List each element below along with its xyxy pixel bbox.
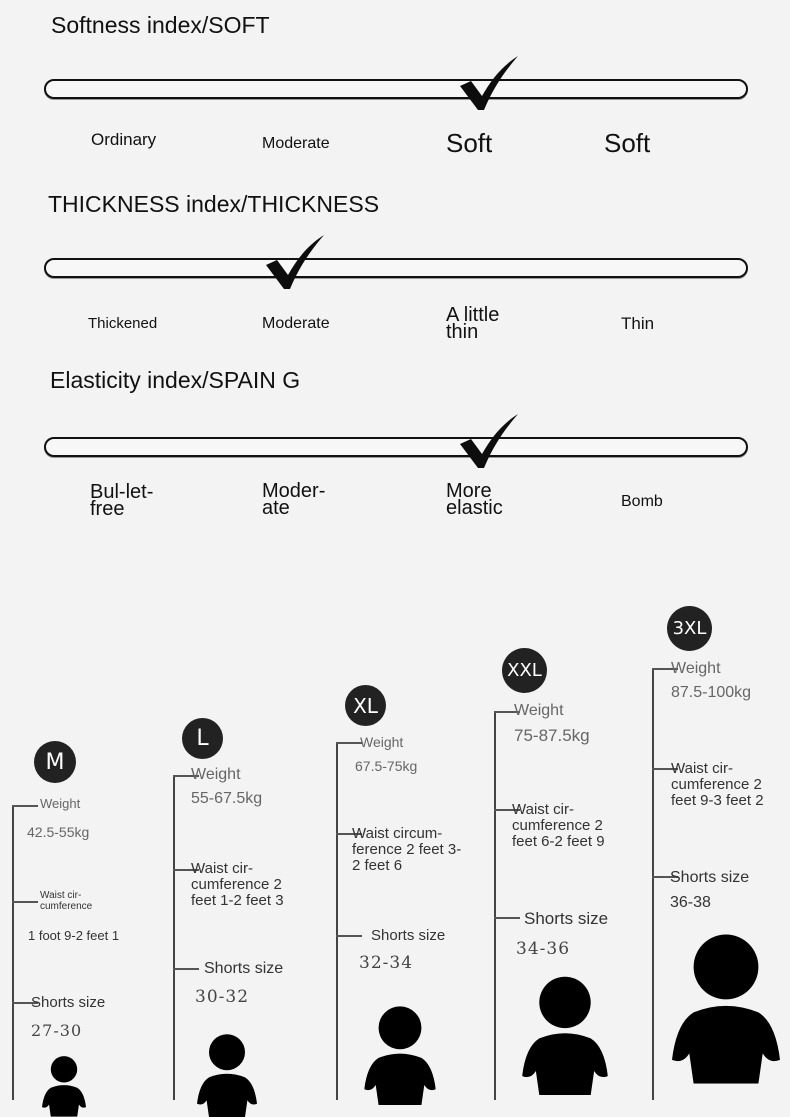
size-xxl-waist-label: Waist cir-cumference 2 feet 6-2 feet 9	[512, 801, 605, 850]
size-badge-l: L	[182, 718, 223, 759]
softness-label-soft-1: Soft	[446, 128, 493, 158]
size-xl-shorts: 32-34	[359, 953, 414, 973]
size-l-person-icon	[197, 1033, 257, 1117]
thickness-label-thickened: Thickened	[88, 315, 158, 332]
softness-check-icon	[458, 54, 520, 114]
thickness-label-thin: Thin	[621, 314, 655, 333]
size-m-weight-label: Weight	[40, 796, 81, 811]
size-xxl-weight-label: Weight	[514, 702, 564, 719]
size-xl-weight-label: Weight	[360, 734, 404, 750]
size-m-waist-label: Waist cir-cumference	[40, 890, 93, 912]
size-xxl-line	[494, 711, 496, 1100]
size-xl-weight-tick	[336, 742, 362, 744]
size-xl-shorts-tick	[336, 935, 362, 937]
size-m-line	[12, 805, 14, 1100]
elasticity-label-moderate: Moder-ate	[262, 480, 326, 519]
elasticity-title: Elasticity index/SPAIN G	[50, 367, 301, 393]
softness-title: Softness index/SOFT	[51, 12, 270, 38]
size-m-person-icon	[42, 1055, 86, 1117]
size-l-line	[173, 775, 175, 1100]
size-l-weight-label: Weight	[191, 766, 241, 783]
size-badge-xl: XL	[345, 685, 386, 726]
thickness-label-a-little-thin: A little thin	[446, 304, 500, 343]
elasticity-label-more-elastic: More elastic	[446, 480, 503, 519]
size-3xl-shorts-label: Shorts size	[670, 869, 750, 886]
size-m-waist-tick	[12, 901, 38, 903]
size-3xl-line	[652, 668, 654, 1100]
size-xl-weight: 67.5-75kg	[355, 758, 418, 774]
size-xxl-shorts-label: Shorts size	[524, 909, 609, 928]
softness-label-ordinary: Ordinary	[91, 130, 157, 149]
size-l-shorts-label: Shorts size	[204, 960, 284, 977]
softness-label-moderate: Moderate	[262, 135, 330, 152]
size-3xl-waist-label: Waist cir-cumference 2 feet 9-3 feet 2	[671, 760, 764, 809]
size-badge-xxl: XXL	[502, 648, 547, 693]
size-m-weight: 42.5-55kg	[27, 824, 90, 840]
size-badge-3xl: 3XL	[667, 606, 712, 651]
size-3xl-shorts: 36-38	[670, 894, 711, 911]
size-m-shorts-label: Shorts size	[31, 994, 106, 1011]
thickness-label-moderate: Moderate	[262, 315, 330, 332]
size-xl-waist-label: Waist circum-ference 2 feet 3-2 feet 6	[352, 825, 462, 874]
thickness-title: THICKNESS index/THICKNESS	[48, 191, 380, 217]
size-xxl-person-icon	[522, 975, 608, 1095]
size-xl-shorts-label: Shorts size	[371, 927, 446, 944]
size-xl-person-icon	[364, 1005, 436, 1105]
size-m-shorts: 27-30	[31, 1021, 83, 1040]
size-3xl-weight: 87.5-100kg	[671, 684, 752, 701]
size-l-shorts-tick	[173, 968, 199, 970]
size-l-shorts: 30-32	[195, 987, 250, 1007]
size-3xl-person-icon	[672, 932, 780, 1084]
softness-label-soft-2: Soft	[604, 128, 651, 158]
elasticity-check-icon	[458, 412, 520, 472]
elasticity-track	[44, 437, 748, 457]
thickness-check-icon	[264, 233, 326, 293]
size-3xl-weight-label: Weight	[671, 660, 721, 677]
size-m-weight-tick	[12, 805, 38, 807]
elasticity-label-bomb: Bomb	[621, 493, 663, 510]
softness-track	[44, 79, 748, 99]
size-xxl-weight: 75-87.5kg	[514, 726, 590, 745]
size-l-weight: 55-67.5kg	[191, 790, 263, 807]
thickness-track	[44, 258, 748, 278]
size-m-waist: 1 foot 9-2 feet 1	[28, 928, 120, 943]
elasticity-label-bullet-free: Bul-let-free	[90, 481, 154, 520]
size-l-waist-label: Waist cir-cumference 2 feet 1-2 feet 3	[191, 860, 284, 909]
size-xxl-shorts: 34-36	[516, 939, 571, 959]
size-xl-line	[336, 742, 338, 1100]
size-xxl-shorts-tick	[494, 917, 520, 919]
size-badge-m: M	[34, 741, 76, 783]
